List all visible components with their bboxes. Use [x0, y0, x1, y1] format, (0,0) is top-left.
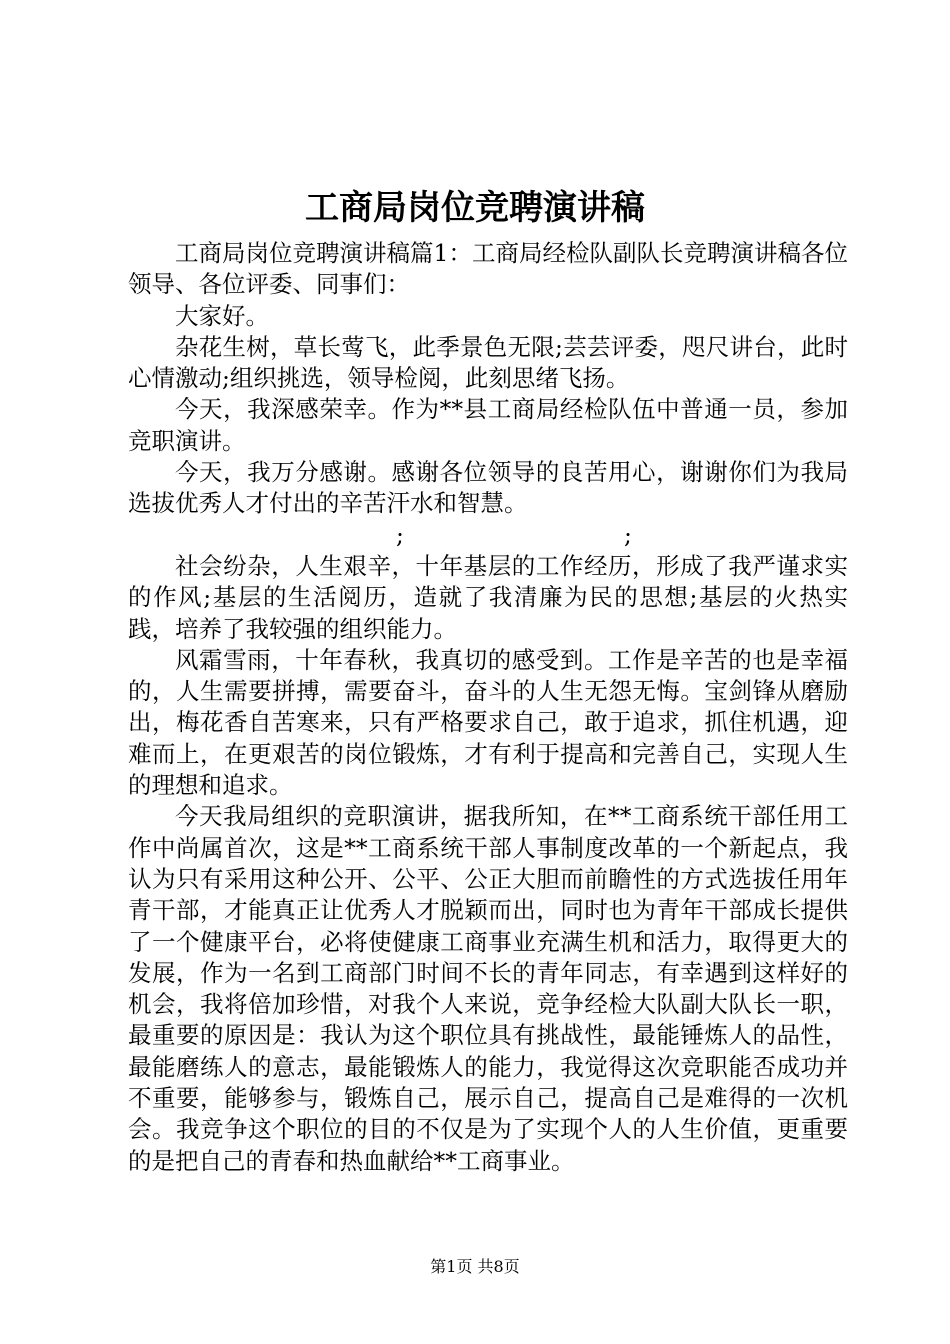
semicolon-mark: ;: [624, 520, 632, 549]
paragraph-reform: 今天我局组织的竞职演讲，据我所知，在**工商系统干部任用工作中尚属首次，这是**工商系统干部人事制度改革的一个新起点，我认为只有采用这种公开、公平、公正大胆而前瞻性的方式选拔任用年青干部，才能真正让优秀人才脱颖而出，同时也为青年干部成长提供了一个健康平台，必将使健康工商事业充满生机和活力，取得更大的发展，作为一名到工商部门时间不长的青年同志，有幸遇到这样好的机会，我将倍加珍惜，对我个人来说，竞争经检大队副大队长一职，最重要的原因是：我认为这个职位具有挑战性，最能锤炼人的品性，最能磨练人的意志，最能锻炼人的能力，我觉得这次竞职能否成功并不重要，能够参与，锻炼自己，展示自己，提高自己是难得的一次机会。我竞争这个职位的目的不仅是为了实现个人的人生价值，更重要的是把自己的青春和热血献给**工商事业。: [128, 802, 848, 1175]
paragraph-intro: 工商局岗位竞聘演讲稿篇1：工商局经检队副队长竞聘演讲稿各位领导、各位评委、同事们：: [128, 239, 848, 299]
semicolon-separator-line: [128, 520, 848, 551]
paragraph-honored: 今天，我深感荣幸。作为**县工商局经检队伍中普通一员，参加竞职演讲。: [128, 395, 848, 455]
document-title: 工商局岗位竞聘演讲稿: [305, 188, 645, 228]
paragraph-thanks: 今天，我万分感谢。感谢各位领导的良苦用心，谢谢你们为我局选拔优秀人才付出的辛苦汗水和智慧。: [128, 458, 848, 518]
semicolon-mark: ;: [396, 520, 404, 549]
paragraph-perseverance: 风霜雪雨，十年春秋，我真切的感受到。工作是辛苦的也是幸福的，人生需要拼搏，需要奋斗，奋斗的人生无怨无悔。宝剑锋从磨励出，梅花香自苦寒来，只有严格要求自己，敢于追求，抓住机遇，迎难而上，在更艰苦的岗位锻炼，才有利于提高和完善自己，实现人生的理想和追求。: [128, 645, 848, 800]
document-body: [128, 238, 848, 1177]
paragraph-experience: 社会纷杂，人生艰辛，十年基层的工作经历，形成了我严谨求实的作风;基层的生活阅历，造就了我清廉为民的思想;基层的火热实践，培养了我较强的组织能力。: [128, 551, 848, 643]
page-footer: 第1页 共8页: [430, 1257, 520, 1276]
paragraph-scenery: 杂花生树，草长莺飞，此季景色无限;芸芸评委，咫尺讲台，此时心情激动;组织挑选，领导检阅，此刻思绪飞扬。: [128, 332, 848, 393]
paragraph-greeting: 大家好。: [175, 301, 269, 330]
